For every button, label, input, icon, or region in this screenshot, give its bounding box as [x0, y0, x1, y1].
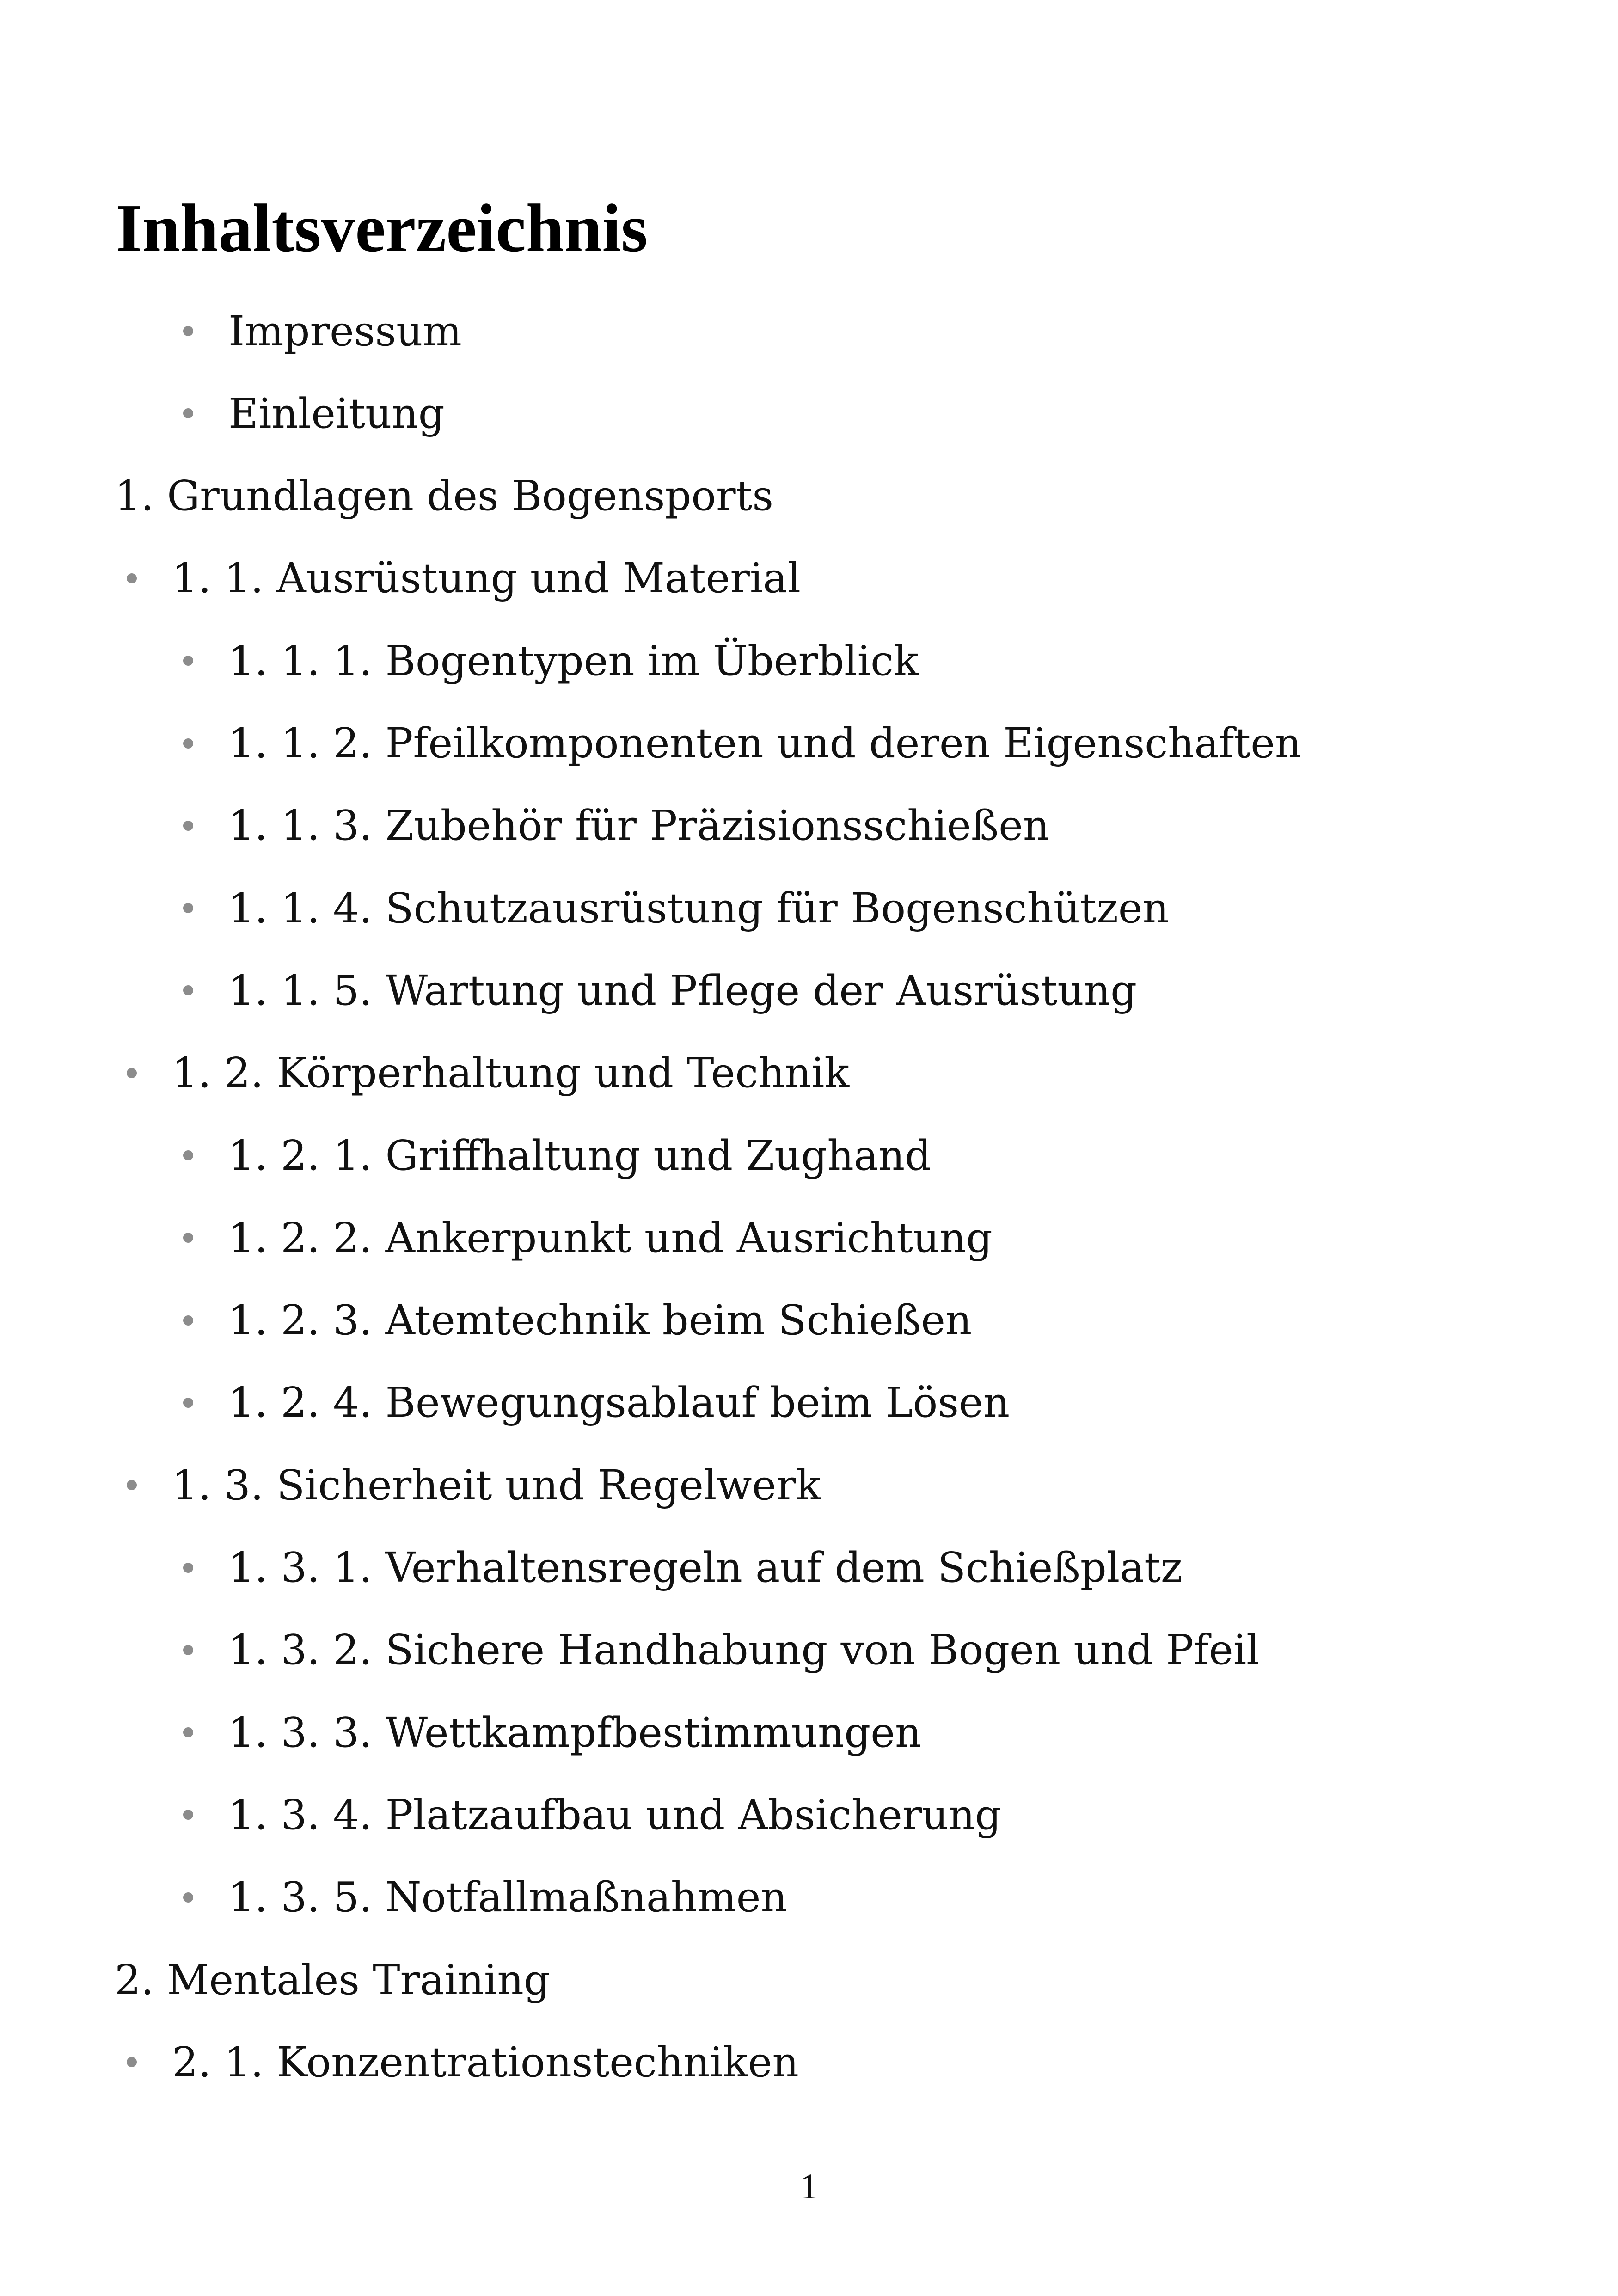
toc-entry-label: 2. 1. Konzentrationstechniken	[172, 2038, 799, 2086]
bullet-icon	[183, 1563, 193, 1573]
toc-entry-impressum[interactable]	[183, 303, 462, 359]
toc-entry-label: 1. 3. 5. Notfallmaßnahmen	[228, 1873, 787, 1922]
toc-entry-label: 2. Mentales Training	[115, 1955, 550, 2004]
toc-subsection-1-3-2[interactable]	[183, 1622, 1260, 1678]
toc-entry-label: Impressum	[228, 307, 462, 355]
bullet-icon	[183, 1892, 193, 1903]
bullet-icon	[127, 2057, 137, 2067]
toc-chapter-1[interactable]	[115, 468, 773, 524]
toc-subsection-1-1-5[interactable]	[183, 963, 1137, 1018]
toc-entry-label: 1. 3. Sicherheit und Regelwerk	[172, 1461, 821, 1509]
toc-subsection-1-1-1[interactable]	[183, 633, 919, 688]
bullet-icon	[183, 408, 193, 418]
bullet-icon	[183, 738, 193, 749]
toc-entry-label: 1. 3. 2. Sichere Handhabung von Bogen und Pfeil	[228, 1626, 1260, 1674]
toc-entry-label: 1. 3. 1. Verhaltensregeln auf dem Schießplatz	[228, 1543, 1183, 1591]
toc-entry-label: 1. 1. 4. Schutzausrüstung für Bogenschützen	[228, 884, 1169, 932]
toc-entry-label: 1. 1. 2. Pfeilkomponenten und deren Eigenschaften	[228, 719, 1302, 767]
toc-entry-label: 1. 2. 4. Bewegungsablauf beim Lösen	[228, 1378, 1010, 1427]
bullet-icon	[127, 573, 137, 583]
toc-entry-label: 1. Grundlagen des Bogensports	[115, 472, 773, 520]
toc-subsection-1-3-4[interactable]	[183, 1787, 1001, 1842]
toc-subsection-1-3-3[interactable]	[183, 1705, 921, 1760]
toc-subsection-1-1-4[interactable]	[183, 880, 1169, 936]
bullet-icon	[183, 1810, 193, 1820]
bullet-icon	[183, 326, 193, 336]
toc-subsection-1-2-4[interactable]	[183, 1375, 1010, 1430]
toc-entry-label: 1. 1. 1. Bogentypen im Überblick	[228, 636, 919, 685]
bullet-icon	[183, 1398, 193, 1408]
toc-entry-label: 1. 2. Körperhaltung und Technik	[172, 1049, 850, 1097]
toc-entry-label: 1. 3. 4. Platzaufbau und Absicherung	[228, 1790, 1001, 1839]
bullet-icon	[183, 821, 193, 831]
toc-section-2-1[interactable]	[127, 2034, 799, 2090]
toc-subsection-1-3-1[interactable]	[183, 1540, 1183, 1596]
toc-chapter-2[interactable]	[115, 1952, 550, 2007]
toc-subsection-1-2-1[interactable]	[183, 1128, 931, 1183]
toc-subsection-1-1-3[interactable]	[183, 798, 1049, 853]
toc-entry-label: 1. 1. Ausrüstung und Material	[172, 554, 801, 602]
bullet-icon	[183, 985, 193, 995]
toc-entry-label: 1. 2. 1. Griffhaltung und Zughand	[228, 1131, 932, 1179]
bullet-icon	[183, 656, 193, 666]
toc-entry-label: 1. 1. 5. Wartung und Pflege der Ausrüstung	[228, 966, 1137, 1014]
toc-subsection-1-3-5[interactable]	[183, 1870, 787, 1925]
bullet-icon	[183, 1233, 193, 1243]
toc-entry-label: 1. 2. 2. Ankerpunkt und Ausrichtung	[228, 1213, 993, 1262]
bullet-icon	[183, 1150, 193, 1160]
toc-entry-label: 1. 1. 3. Zubehör für Präzisionsschießen	[228, 801, 1050, 850]
toc-section-1-1[interactable]	[127, 551, 801, 606]
toc-entry-einleitung[interactable]	[183, 386, 445, 441]
bullet-icon	[183, 1645, 193, 1655]
bullet-icon	[183, 903, 193, 913]
toc-section-1-2[interactable]	[127, 1045, 849, 1101]
toc-entry-label: 1. 3. 3. Wettkampfbestimmungen	[228, 1708, 922, 1756]
toc-section-1-3[interactable]	[127, 1457, 821, 1513]
bullet-icon	[127, 1480, 137, 1490]
toc-entry-label: 1. 2. 3. Atemtechnik beim Schießen	[228, 1296, 972, 1344]
bullet-icon	[127, 1068, 137, 1078]
bullet-icon	[183, 1315, 193, 1326]
toc-entry-label: Einleitung	[228, 389, 445, 437]
toc-subsection-1-2-2[interactable]	[183, 1210, 993, 1265]
toc-subsection-1-1-2[interactable]	[183, 716, 1301, 771]
toc-subsection-1-2-3[interactable]	[183, 1293, 972, 1348]
bullet-icon	[183, 1727, 193, 1737]
page-number: 1	[800, 2166, 818, 2206]
toc-title: Inhaltsverzeichnis	[116, 190, 648, 266]
